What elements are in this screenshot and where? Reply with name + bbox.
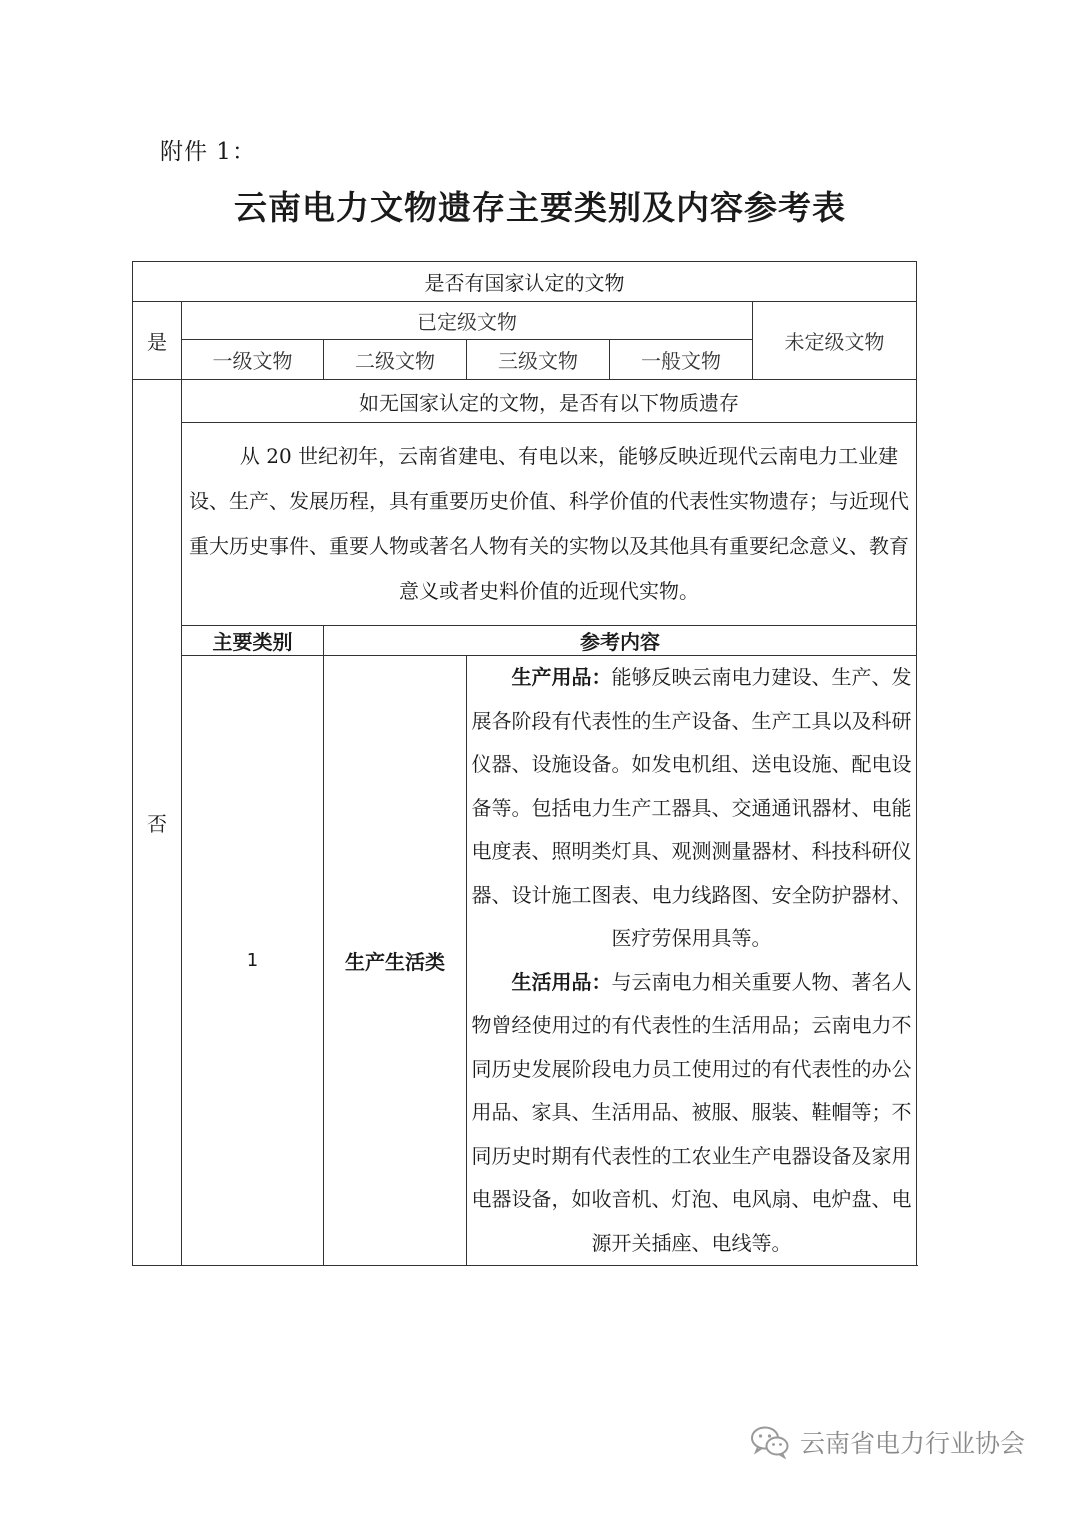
content-item-label: 生产用品： — [511, 665, 612, 689]
grade-cell: 二级文物 — [324, 340, 467, 380]
no-question: 如无国家认定的文物，是否有以下物质遗存 — [182, 380, 917, 423]
page-title: 云南电力文物遗存主要类别及内容参考表 — [234, 188, 846, 227]
grade-cell: 三级文物 — [467, 340, 610, 380]
no-description: 从 20 世纪初年，云南省建电、有电以来，能够反映近现代云南电力工业建设、生产、发展历程，具有重要历史价值、科学价值的代表性实物遗存；与近现代重大历史事件、重要人物或著名人物有关的实物以及其他具有重要纪念意义、教育意义或者史料价值的近现代实物。 — [189, 444, 909, 603]
category-column-header: 主要类别 — [182, 626, 324, 656]
reference-table — [132, 261, 917, 1266]
row-category: 生产生活类 — [324, 656, 467, 1266]
content-column-header: 参考内容 — [324, 626, 917, 656]
content-item-text: 与云南电力相关重要人物、著名人物曾经使用过的有代表性的生活用品；云南电力不同历史发展阶段电力员工使用过的有代表性的办公用品、家具、生活用品、被服、服装、鞋帽等；不同历史时期有代表性的工农业生产电器设备及家用电器设备，如收音机、灯泡、电风扇、电炉盘、电源开关插座、电线等。 — [471, 969, 912, 1255]
content-paragraph — [467, 961, 916, 1266]
graded-header: 已定级文物 — [182, 302, 753, 340]
content-item-label: 生活用品： — [511, 969, 612, 994]
wechat-icon — [750, 1425, 790, 1459]
annex-label: 附件 1： — [160, 139, 256, 165]
no-label: 否 — [133, 380, 182, 1266]
watermark — [750, 1424, 1025, 1460]
grade-cell: 一级文物 — [182, 340, 324, 380]
grade-cell: 一般文物 — [610, 340, 753, 380]
row-number: 1 — [182, 656, 324, 1266]
no-description-cell — [182, 423, 917, 626]
content-item-text: 能够反映云南电力建设、生产、发展各阶段有代表性的生产设备、生产工具以及科研仪器、设施设备。如发电机组、送电设施、配电设备等。包括电力生产工器具、交通通讯器材、电能电度表、照明类灯具、观测测量器材、科技科研仪器、设计施工图表、电力线路图、安全防护器材、医疗劳保用具等。 — [471, 665, 912, 950]
content-paragraph — [467, 656, 916, 961]
ungraded-cell: 未定级文物 — [753, 302, 917, 380]
watermark-text: 云南省电力行业协会 — [800, 1429, 1026, 1458]
yes-label: 是 — [133, 302, 182, 380]
table-header: 是否有国家认定的文物 — [133, 262, 917, 302]
row-content — [467, 656, 917, 1266]
